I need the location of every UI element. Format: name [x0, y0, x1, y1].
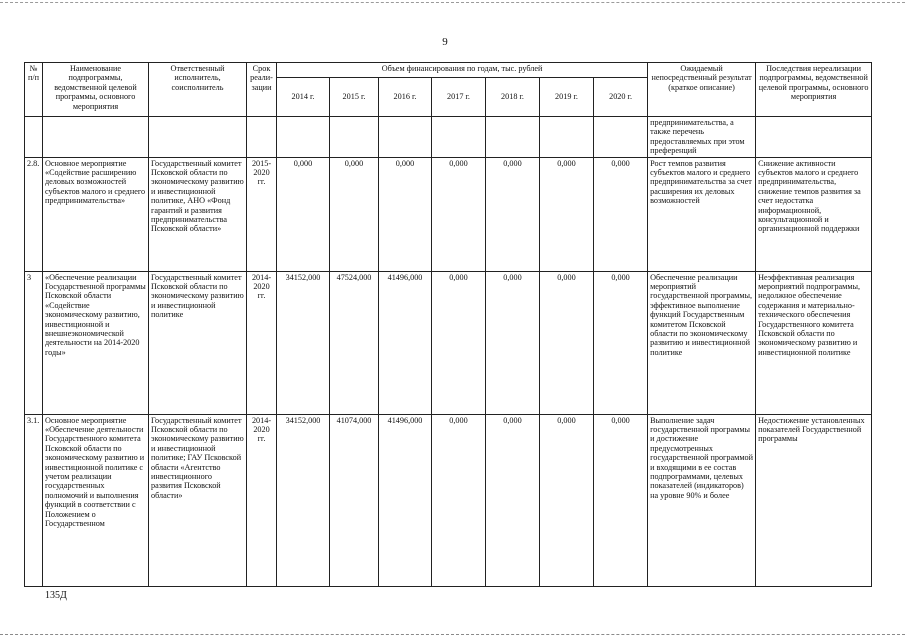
table-row [25, 157, 872, 271]
header-finance: Объем финансирования по годам, тыс. рублей [277, 63, 648, 78]
header-term: Срок реали-зации [247, 63, 277, 117]
header-num: № п/п [25, 63, 43, 117]
header-year: 2018 г. [486, 78, 540, 117]
row-amount-2017: 0,000 [432, 414, 486, 586]
row-consequences: Недостижение установленных показателей Государственной программы [756, 414, 872, 586]
table-row-continuation [25, 117, 872, 158]
row-num: 3.1. [25, 414, 43, 586]
row-amount-2015: 47524,000 [330, 271, 379, 414]
table-row [25, 271, 872, 414]
header-name: Наименование подпрограммы, ведомственной целевой программы, основного мероприятия [43, 63, 149, 117]
row-amount-2017: 0,000 [432, 271, 486, 414]
header-year: 2016 г. [379, 78, 432, 117]
header-executor: Ответственный исполнитель, соисполнитель [149, 63, 247, 117]
row-amount-2017: 0,000 [432, 157, 486, 271]
row-num: 2.8. [25, 157, 43, 271]
row-term: 2014-2020 гг. [247, 414, 277, 586]
row-amount-2014: 34152,000 [277, 414, 330, 586]
row-amount-2018: 0,000 [486, 414, 540, 586]
footer-code: 135Д [45, 590, 67, 601]
header-year: 2019 г. [540, 78, 594, 117]
header-year: 2014 г. [277, 78, 330, 117]
row-name: «Обеспечение реализации Государственной программы Псковской области «Содействие экономическому развитию, инвестиционной и внешнеэкономической деятельности на 2014-2020 годы» [43, 271, 149, 414]
row-amount-2015: 0,000 [330, 157, 379, 271]
scan-edge-bottom [0, 634, 905, 635]
row-amount-2020: 0,000 [594, 157, 648, 271]
row-name: Основное мероприятие «Содействие расширению деловых возможностей субъектов малого и среднего предпринимательства» [43, 157, 149, 271]
continuation-result-text: предпринимательства, а также перечень предоставляемых при этом преференций [648, 117, 756, 158]
row-amount-2014: 34152,000 [277, 271, 330, 414]
row-amount-2020: 0,000 [594, 414, 648, 586]
row-consequences: Неэффективная реализация мероприятий подпрограммы, недолжное обеспечение содержания и материально-технического обеспечения Государственного комитета Псковской области по экономическому развитию и инвестиционной политике [756, 271, 872, 414]
row-term: 2015-2020 гг. [247, 157, 277, 271]
scan-edge-top [0, 2, 905, 3]
row-result: Выполнение задач государственной программы и достижение предусмотренных государственной программой и входящими в ее состав подпрограммами, целевых показателей (индикаторов) на уровне 90% и более [648, 414, 756, 586]
row-executor: Государственный комитет Псковской области по экономическому развитию и инвестиционной политике; ГАУ Псковской области «Агентство инвестиционного развития Псковской области» [149, 414, 247, 586]
table-row [25, 414, 872, 586]
row-result: Рост темпов развития субъектов малого и среднего предпринимательства за счет расширения их деловых возможностей [648, 157, 756, 271]
row-amount-2015: 41074,000 [330, 414, 379, 586]
header-year: 2020 г. [594, 78, 648, 117]
row-amount-2018: 0,000 [486, 157, 540, 271]
row-amount-2016: 0,000 [379, 157, 432, 271]
row-amount-2016: 41496,000 [379, 414, 432, 586]
row-amount-2018: 0,000 [486, 271, 540, 414]
row-executor: Государственный комитет Псковской области по экономическому развитию и инвестиционной политике [149, 271, 247, 414]
financing-table [24, 62, 872, 587]
row-consequences: Снижение активности субъектов малого и среднего предпринимательства, снижение темпов развития за счет недостатка информационной, консультационной и организационной поддержки [756, 157, 872, 271]
row-name: Основное мероприятие «Обеспечение деятельности Государственного комитета Псковской области по экономическому развитию и инвестиционной политике с учетом реализации государственных полномочий и выполнения функций в соответствии с Положением о Государственном [43, 414, 149, 586]
row-amount-2014: 0,000 [277, 157, 330, 271]
row-executor: Государственный комитет Псковской области по экономическому развитию и инвестиционной политике, АНО «Фонд гарантий и развития предпринимательства Псковской области» [149, 157, 247, 271]
row-term: 2014-2020 гг. [247, 271, 277, 414]
header-year: 2015 г. [330, 78, 379, 117]
row-amount-2019: 0,000 [540, 271, 594, 414]
header-row-1 [25, 63, 872, 78]
page-number: 9 [442, 36, 448, 48]
row-amount-2019: 0,000 [540, 157, 594, 271]
header-consequences: Последствия нереализации подпрограммы, ведомственной целевой программы, основного мероприятия [756, 63, 872, 117]
row-amount-2016: 41496,000 [379, 271, 432, 414]
row-result: Обеспечение реализации мероприятий государственной программы, эффективное выполнение функций Государственным комитетом Псковской области по экономическому развитию и инвестиционной политике [648, 271, 756, 414]
header-result: Ожидаемый непосредственный результат (краткое описание) [648, 63, 756, 117]
row-amount-2019: 0,000 [540, 414, 594, 586]
header-year: 2017 г. [432, 78, 486, 117]
row-amount-2020: 0,000 [594, 271, 648, 414]
row-num: 3 [25, 271, 43, 414]
